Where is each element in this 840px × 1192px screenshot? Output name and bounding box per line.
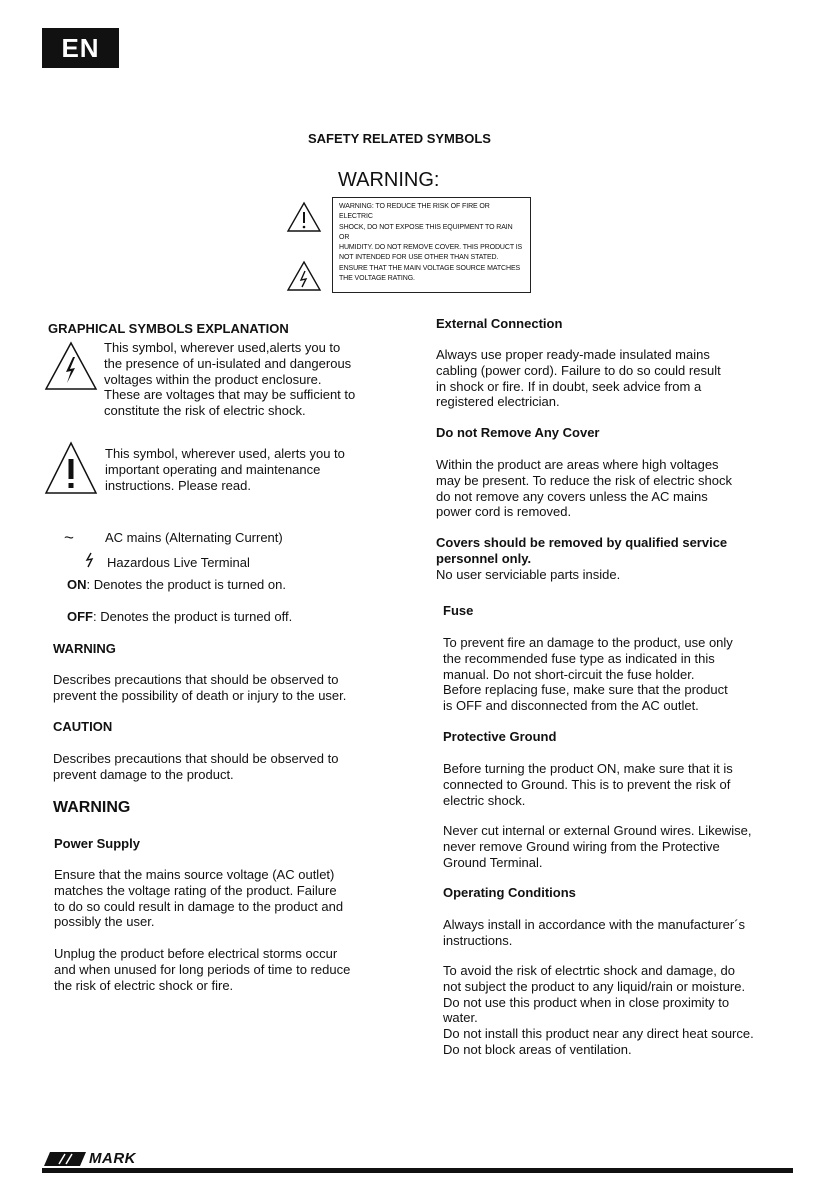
ac-mains-text: AC mains (Alternating Current) [105,530,283,545]
protective-ground-heading: Protective Ground [443,729,557,744]
exclamation-triangle-icon [44,441,98,495]
power-supply-text-2: Unplug the product before electrical storms occur and when unused for long periods of time to reduce the risk of electric shock or fire. [54,946,351,993]
qualified-personnel-heading: Covers should be removed by qualified service personnel only. [436,535,728,566]
lightning-triangle-icon [44,341,98,391]
language-badge: EN [42,28,119,68]
caution-description: Describes precautions that should be observed to prevent damage to the product. [53,751,339,782]
remove-cover-text: Within the product are areas where high voltages may be present. To reduce the risk of electric shock do not remove any covers unless the AC mains power cord is removed. [436,457,733,520]
fuse-heading: Fuse [443,603,474,618]
warning-box-line: WARNING: TO REDUCE THE RISK OF FIRE OR ELECTRIC [339,203,490,221]
warning-heading: WARNING [53,641,116,656]
warning-description: Describes precautions that should be observed to prevent the possibility of death or injury to the user. [53,672,347,703]
brand-logo-mark-icon [44,1152,86,1166]
on-definition [67,577,286,593]
shock-triangle-icon [286,260,322,292]
operating-conditions-heading: Operating Conditions [443,885,576,900]
warning-box [332,197,531,293]
external-connection-heading: External Connection [436,316,563,331]
power-supply-heading: Power Supply [54,836,140,851]
off-label: OFF [67,609,93,624]
external-connection-text: Always use proper ready-made insulated mains cabling (power cord). Failure to do so could result in shock or fire. If in doubt, seek advice from a registered electrician. [436,347,721,410]
protective-ground-text-2: Never cut internal or external Ground wires. Likewise, never remove Ground wiring from the Protective Ground Terminal. [443,823,752,870]
warning-section-heading: WARNING [53,799,131,816]
remove-cover-heading: Do not Remove Any Cover [436,425,600,440]
warning-title: WARNING: [338,169,440,191]
off-text: : Denotes the product is turned off. [93,609,293,624]
live-terminal-text: Hazardous Live Terminal [107,555,250,570]
symbol1-description: This symbol, wherever used,alerts you to the presence of un-isulated and dangerous voltages within the product enclosure. These are voltages that may be sufficient to constitute the risk of electric shock. [104,340,356,419]
power-supply-text-1: Ensure that the mains source voltage (AC outlet) matches the voltage rating of the product. Failure to do so could result in damage to the product and possibly the user. [54,867,344,930]
qualified-personnel-text: No user serviciable parts inside. [436,567,621,582]
warning-box-line: ENSURE THAT THE MAIN VOLTAGE SOURCE MATCHES [339,264,521,272]
brand-logo [44,1150,136,1167]
caution-heading: CAUTION [53,719,113,734]
caution-triangle-icon [286,201,322,233]
off-definition [67,609,292,625]
fuse-text: To prevent fire an damage to the product, use only the recommended fuse type as indicated in this manual. Do not short-circuit the fuse holder. Before replacing fuse, make sure that the product is OFF and disconnected from the AC outlet. [443,635,733,714]
live-terminal-icon [84,552,96,568]
symbol2-description: This symbol, wherever used, alerts you to important operating and maintenance instructions. Please read. [105,446,345,493]
graphical-symbols-heading: GRAPHICAL SYMBOLS EXPLANATION [48,321,289,336]
warning-box-line: HUMIDITY. DO NOT REMOVE COVER. THIS PRODUCT IS [339,244,523,252]
protective-ground-text-1: Before turning the product ON, make sure that it is connected to Ground. This is to prevent the risk of electric shock. [443,761,733,808]
warning-box-line: SHOCK, DO NOT EXPOSE THIS EQUIPMENT TO RAIN OR [339,223,513,241]
operating-conditions-text-2: To avoid the risk of electrtic shock and damage, do not subject the product to any liquid/rain or moisture. Do not use this product when in close proximity to water. Do not install this product near any direct heat source. Do not block areas of ventilation. [443,963,754,1057]
operating-conditions-text-1: Always install in accordance with the manufacturer´s instructions. [443,917,746,948]
ac-icon: ~ [64,528,74,547]
safety-symbols-title: SAFETY RELATED SYMBOLS [308,131,491,146]
warning-box-line: NOT INTENDED FOR USE OTHER THAN STATED. [339,254,499,262]
footer-rule [42,1168,793,1173]
on-label: ON [67,577,87,592]
brand-name: MARK [89,1150,136,1167]
on-text: : Denotes the product is turned on. [86,577,286,592]
warning-box-line: THE VOLTAGE RATING. [339,275,415,283]
